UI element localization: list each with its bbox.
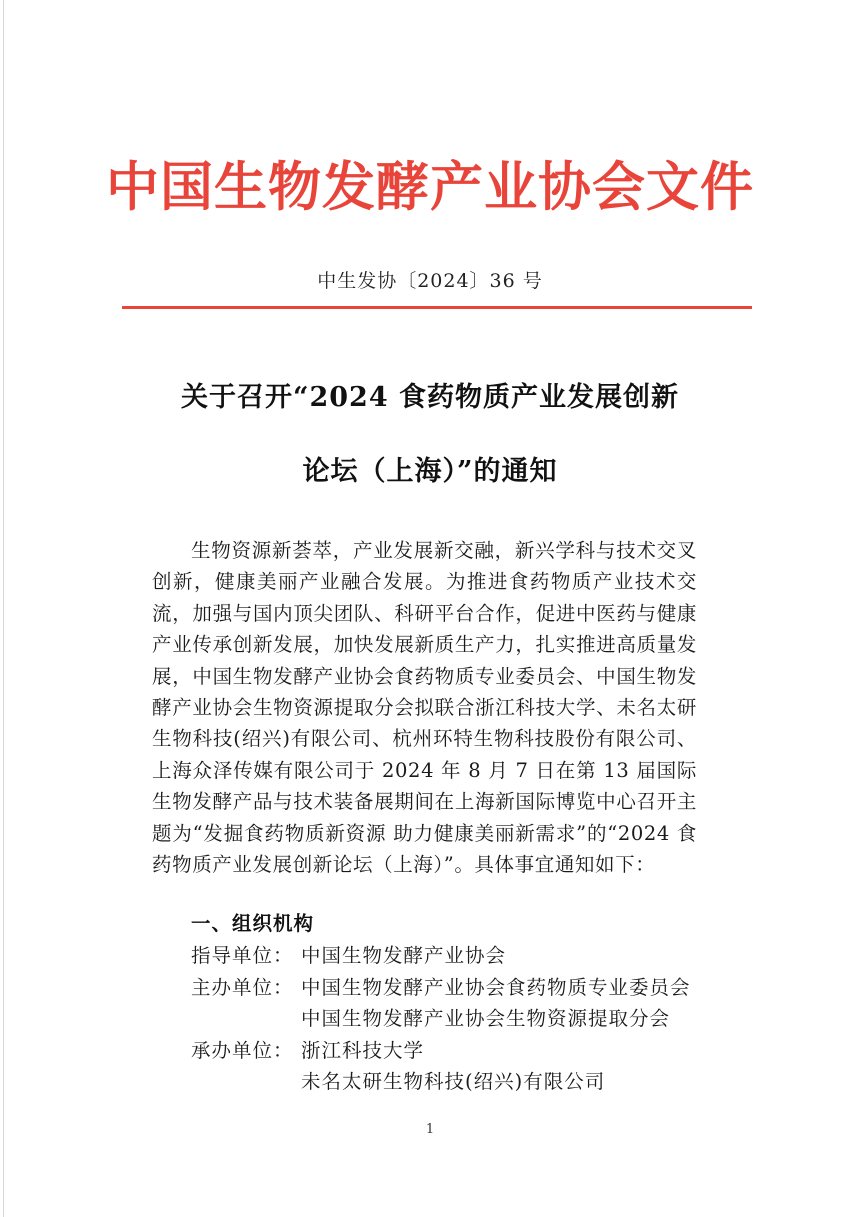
body-paragraph: 生物资源新荟萃，产业发展新交融，新兴学科与技术交叉创新，健康美丽产业融合发展。为推进食药物质产业技术交流，加强与国内顶尖团队、科研平台合作，促进中医药与健康产业传承创新发展，加快发展新质生产力，扎实推进高质量发展，中国生物发酵产业协会食药物质专业委员会、中国生物发酵产业协会生物资源提取分会拟联合浙江科技大学、未名太研生物科技(绍兴)有限公司、杭州环特生物科技股份有限公司、上海众泽传媒有限公司于 2024 年 8 月 7 日在第 13 届国际生物发酵产品与技术装备展期间在上海新国际博览中心召开主题为“发掘食药物质新资源 助力健康美丽新需求”的“2024 食药物质产业发展创新论坛（上海）”。具体事宜通知如下： <box>152 539 697 877</box>
host-unit-label: 主办单位： <box>191 976 294 999</box>
organizer-unit-value-1: 浙江科技大学 <box>301 1039 425 1062</box>
host-unit-value-1: 中国生物发酵产业协会食药物质专业委员会 <box>301 976 691 999</box>
host-unit-value-2: 中国生物发酵产业协会生物资源提取分会 <box>301 1007 671 1030</box>
page-number: 1 <box>425 1122 435 1137</box>
red-divider-line <box>122 306 752 309</box>
guiding-unit-row <box>191 940 506 968</box>
document-number: 中生发协〔2024〕36 号 <box>317 270 543 292</box>
host-unit-row <box>191 972 691 1000</box>
notice-title-line-2: 论坛（上海）”的通知 <box>302 456 558 487</box>
guiding-unit-value: 中国生物发酵产业协会 <box>301 944 507 967</box>
notice-title-line-1: 关于召开“2024 食药物质产业发展创新 <box>180 382 680 413</box>
guiding-unit-label: 指导单位： <box>191 944 294 967</box>
organizer-unit-label: 承办单位： <box>191 1039 294 1062</box>
organizer-unit-value-2: 未名太研生物科技(绍兴)有限公司 <box>301 1070 606 1093</box>
section-heading-organization: 一、组织机构 <box>191 912 315 935</box>
organizer-unit-row <box>191 1035 424 1063</box>
masthead-title: 中国生物发酵产业协会文件 <box>106 157 754 218</box>
